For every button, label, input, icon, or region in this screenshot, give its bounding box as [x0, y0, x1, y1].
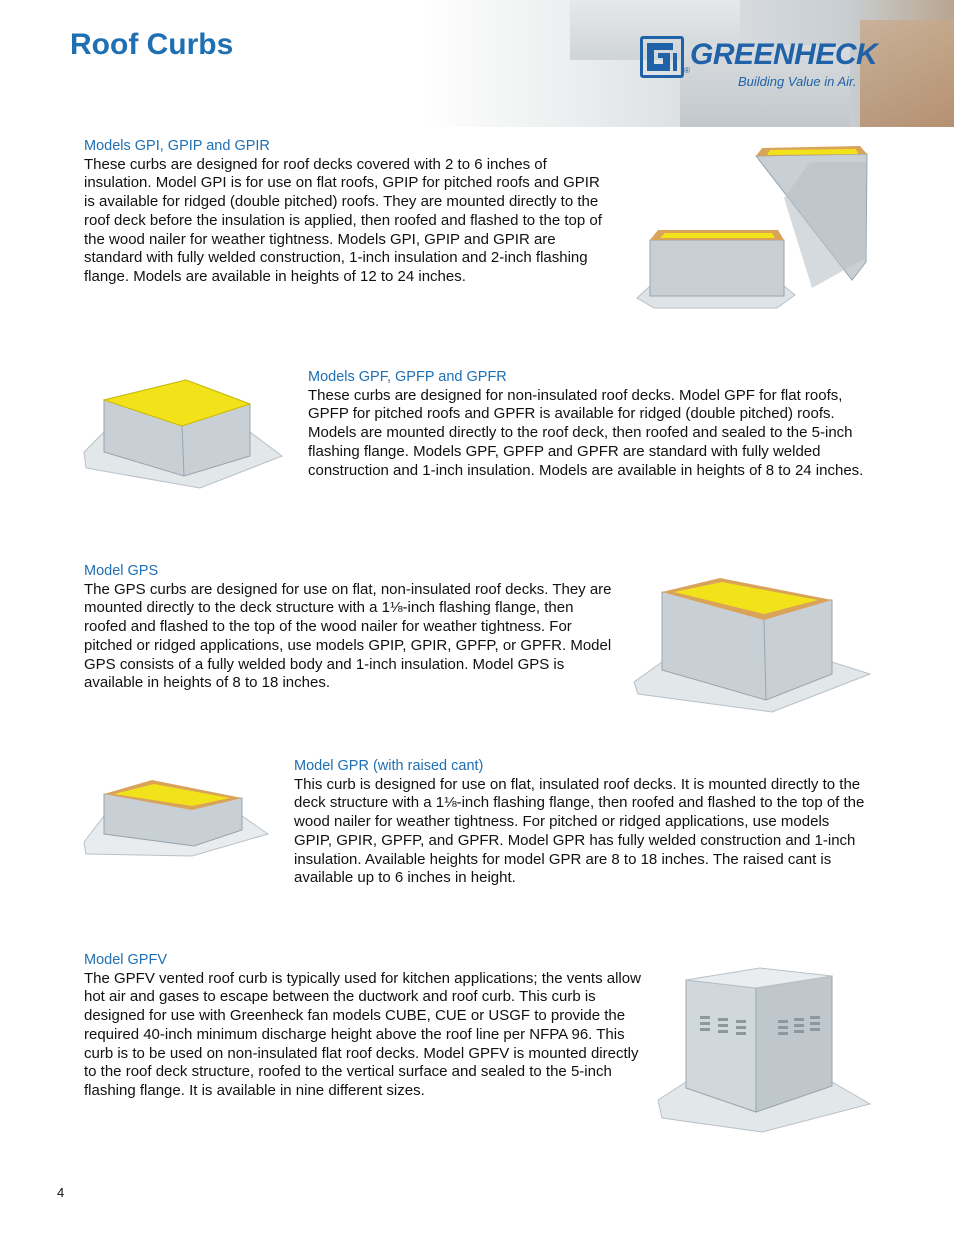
section-body: These curbs are designed for roof decks covered with 2 to 6 inches of insulation. Model GPI is for use on flat roofs, GPIP for pitched roofs and GPIR is available for ridged (double pitched) roofs. They are mounted directly to the roof deck before the insulation is applied, then roofed and flashed to the top of the wood nailer for weather tightness. Models GPI, GPIP and GPIR are standard with fully welded construction, 1-inch insulation and 2-inch flashing flange. Models are available in heights of 12 to 24 inches. [84, 155, 602, 285]
section-gps [84, 562, 614, 693]
section-body: The GPFV vented roof curb is typically used for kitchen applications; the vents allow hot air and gases to escape between the ductwork and roof curb. This curb is designed for use with Greenheck fan models CUBE, CUE or USGF to provide the required 40-inch minimum discharge height above the roof line per NFPA 96. This curb is to be used on non-insulated flat roof decks. Model GPFV is mounted directly to the roof deck structure, roofed to the vertical surface and sealed to the 5-inch flashing flange. It is available in nine different sizes. [84, 969, 641, 1099]
gpi-gpip-curbs-illustration [632, 140, 872, 315]
gps-curb-illustration [632, 570, 872, 715]
section-gpfv [84, 951, 644, 1101]
section-gpf [308, 368, 868, 480]
section-title: Models GPI, GPIP and GPIR [84, 138, 270, 154]
page-title: Roof Curbs [70, 28, 234, 61]
section-title: Model GPR (with raised cant) [294, 758, 484, 774]
section-title: Model GPS [84, 563, 159, 579]
logo-tagline: Building Value in Air. [738, 74, 857, 89]
page-number: 4 [57, 1185, 65, 1200]
logo-brand-name: GREENHECK [690, 38, 878, 71]
section-gpi [84, 137, 614, 287]
gpfv-vented-curb-illustration [656, 962, 874, 1134]
section-body: The GPS curbs are designed for use on flat, non-insulated roof decks. They are mounted directly to the deck structure with a 1⅛-inch flashing flange, then roofed and flashed to the top of the wood nailer for weather tightness. For pitched or ridged applications, use models GPIP, GPIR, GPFP, or GPFR. Model GPS consists of a fully welded body and 1-inch insulation. Model GPS is available in heights of 8 to 18 inches. [84, 580, 612, 692]
gpr-curb-illustration [82, 772, 272, 858]
section-gpr [294, 757, 870, 888]
section-title: Models GPF, GPFP and GPFR [308, 369, 507, 385]
section-title: Model GPFV [84, 952, 167, 968]
greenheck-logo-mark-icon [640, 36, 684, 78]
gpf-curb-illustration [82, 372, 302, 492]
section-body: This curb is designed for use on flat, insulated roof decks. It is mounted directly to the deck structure with a 1⅛-inch flashing flange, then roofed and flashed to the top of the wood nailer for weather tightness. For pitched or ridged applications, use models GPIP, GPIR, GPFP, and GPFR. Model GPR has fully welded construction and 1-inch insulation. Available heights for model GPR are 8 to 18 inches. The raised cant is available up to 6 inches in height. [294, 775, 865, 887]
greenheck-logo: ® GREENHECK Building Value in Air. [640, 36, 872, 92]
section-body: These curbs are designed for non-insulated roof decks. Model GPF for flat roofs, GPFP for pitched roofs and GPFR is available for ridged (double pitched) roofs. Models are mounted directly to the roof deck, then roofed and sealed to the 5-inch flashing flange. Models GPF, GPFP and GPFR are standard with fully welded construction and 1-inch insulation. Models are available in heights of 8 to 24 inches. [308, 386, 864, 479]
